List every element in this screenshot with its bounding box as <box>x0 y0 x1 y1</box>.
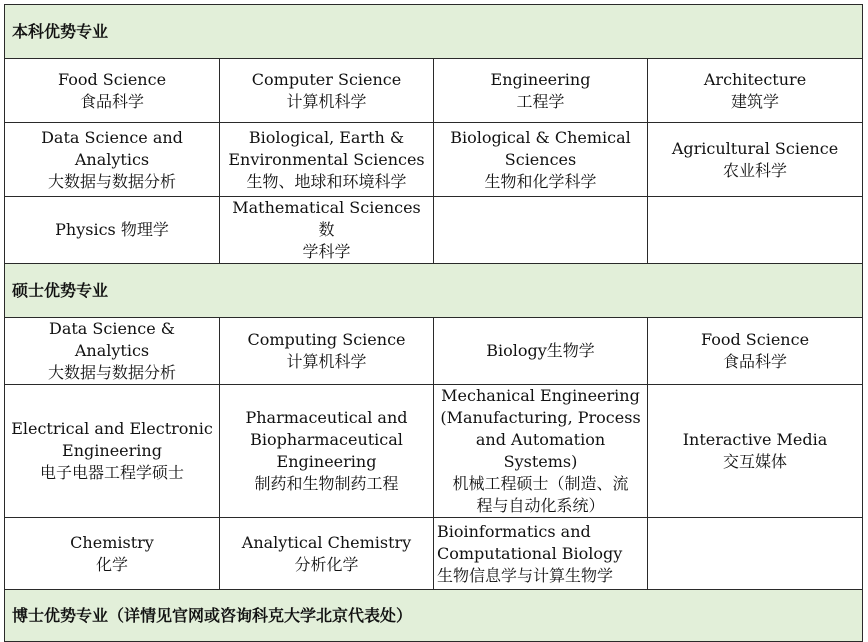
major-name-en: Biological, Earth & <box>248 127 405 147</box>
major-name-en: Computer Science <box>251 69 402 89</box>
major-cell <box>220 197 434 264</box>
major-name-zh: 生物和化学科学 <box>484 171 597 191</box>
major-name-zh: 电子电器工程学硕士 <box>39 463 184 482</box>
major-name-en: Pharmaceutical and <box>245 408 408 427</box>
major-name-en: Engineering <box>490 69 591 89</box>
major-name: 程与自动化系统） <box>476 496 605 515</box>
major-cell <box>648 59 863 123</box>
major-name: Biology生物学 <box>486 341 595 360</box>
major-cell <box>5 318 220 385</box>
major-name-en: Engineering <box>62 441 162 460</box>
major-name-en: Biopharmaceutical <box>250 430 403 449</box>
section-header-row <box>5 590 863 642</box>
major-name-zh: 大数据与数据分析 <box>47 171 176 191</box>
major-name-en: Computing Science <box>247 330 406 349</box>
major-name-en: Data Science & Analytics <box>49 319 175 360</box>
major-name-zh: 化学 <box>95 554 128 574</box>
major-cell <box>5 518 220 590</box>
major-name-en: Engineering <box>276 452 377 471</box>
phd-section-title: 博士优势专业（详情见官网或咨询科克大学北京代表处） <box>5 590 863 642</box>
major-name: Physics 物理学 <box>55 220 169 239</box>
major-cell <box>220 59 434 123</box>
major-cell <box>434 318 648 385</box>
major-cell <box>220 123 434 197</box>
major-cell <box>648 123 863 197</box>
major-cell <box>220 318 434 385</box>
major-name-zh: 分析化学 <box>294 554 359 574</box>
majors-table <box>4 4 863 642</box>
major-cell <box>648 318 863 385</box>
major-name-en: Chemistry <box>70 532 154 552</box>
major-cell <box>5 197 220 264</box>
major-name-en: Food Science <box>700 330 810 349</box>
major-cell <box>434 59 648 123</box>
major-name-en: Agricultural Science <box>671 138 839 158</box>
major-name-zh: 食品科学 <box>723 352 788 371</box>
major-name-zh: 交互媒体 <box>723 452 788 471</box>
major-cell <box>220 518 434 590</box>
major-cell <box>434 123 648 197</box>
table-row <box>5 59 863 123</box>
major-cell <box>5 59 220 123</box>
empty-cell <box>434 197 648 264</box>
major-name: 机械工程硕士（制造、流 <box>452 474 629 493</box>
major-cell <box>5 123 220 197</box>
major-cell <box>648 385 863 518</box>
empty-cell <box>648 518 863 590</box>
major-name-en: Bioinformatics and <box>437 521 591 541</box>
major-name-zh: 建筑学 <box>731 91 780 111</box>
major-name-en: Interactive Media <box>682 430 828 449</box>
table-row <box>5 123 863 197</box>
major-name-en: Analytical Chemistry <box>241 532 412 552</box>
major-name-zh: 农业科学 <box>723 160 788 180</box>
major-name: Mechanical Engineering <box>441 386 640 405</box>
table-row <box>5 318 863 385</box>
major-name-en: Computational Biology <box>437 543 623 563</box>
major-cell <box>434 385 648 518</box>
major-cell <box>5 385 220 518</box>
major-name-zh: 生物、地球和环境科学 <box>246 171 407 191</box>
major-name-zh: 食品科学 <box>79 91 144 111</box>
major-name-zh: 计算机科学 <box>286 352 367 371</box>
major-name-zh: 制药和生物制药工程 <box>254 474 399 493</box>
major-name-en: Environmental Sciences <box>228 149 425 169</box>
undergrad-section-title: 本科优势专业 <box>5 5 863 59</box>
section-header-row <box>5 5 863 59</box>
major-name: (Manufacturing, Process <box>440 408 641 427</box>
table-row <box>5 518 863 590</box>
major-name: 学科学 <box>302 242 351 261</box>
section-header-row <box>5 264 863 318</box>
major-name: Mathematical Sciences 数 <box>232 198 421 239</box>
major-name-en: Sciences <box>504 149 577 169</box>
major-cell <box>220 385 434 518</box>
major-name-en: Biological & Chemical <box>450 127 631 147</box>
empty-cell <box>648 197 863 264</box>
major-name-zh: 生物信息学与计算生物学 <box>437 565 614 585</box>
major-name-en: Data Science and Analytics <box>41 127 183 169</box>
major-name: and Automation Systems) <box>475 430 606 471</box>
major-name-zh: 工程学 <box>516 91 565 111</box>
table-row <box>5 197 863 264</box>
major-name-zh: 计算机科学 <box>286 91 367 111</box>
major-name-en: Food Science <box>57 69 167 89</box>
major-name-zh: 大数据与数据分析 <box>47 363 176 382</box>
major-cell <box>434 518 648 590</box>
major-name-en: Architecture <box>703 69 807 89</box>
major-name-en: Electrical and Electronic <box>11 419 213 438</box>
masters-section-title: 硕士优势专业 <box>5 264 863 318</box>
table-row <box>5 385 863 518</box>
